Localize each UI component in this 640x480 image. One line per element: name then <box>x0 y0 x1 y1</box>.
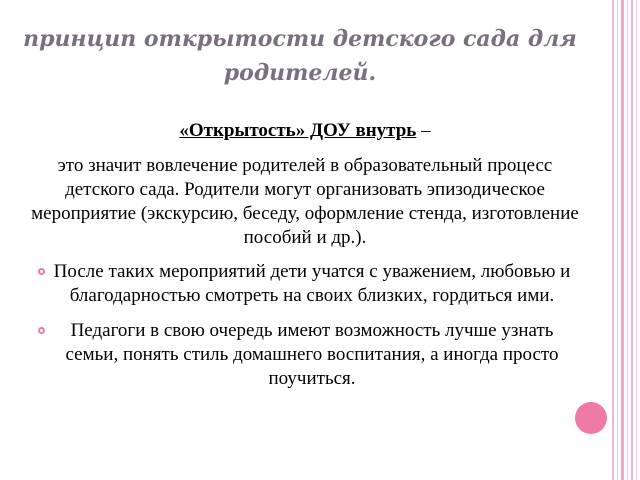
bullet-item <box>30 260 580 308</box>
bullet-text: После таких мероприятий дети учатся с уважением, любовью и благодарностью смотреть на своих близких, гордиться ими. <box>53 261 571 306</box>
decor-stripe <box>621 0 624 480</box>
decor-circle-icon <box>575 402 607 434</box>
decor-stripe <box>636 0 637 480</box>
decor-stripe <box>617 0 618 480</box>
subheading-term: «Открытость» ДОУ внутрь <box>179 120 417 141</box>
slide-title: принцип открытости детского сада для родителей. <box>23 26 577 86</box>
decor-stripe <box>627 0 628 480</box>
subheading-dash: – <box>416 120 431 141</box>
slide-body <box>30 118 580 402</box>
decor-stripe <box>631 0 633 480</box>
bullet-ring-icon <box>38 327 45 334</box>
bullet-text: Педагоги в свою очередь имеют возможность лучше узнать семьи, понять стиль домашнего воспитания, а иногда просто поучиться. <box>65 320 559 389</box>
bullet-ring-icon <box>38 268 45 275</box>
definition-paragraph: это значит вовлечение родителей в образовательный процесс детского сада. Родители могут организовать эпизодическое мероприятие (экскурсию, беседу, оформление стенда, изготовление пособий и др.). <box>31 155 579 248</box>
decor-stripe <box>612 0 614 480</box>
bullet-item <box>30 319 580 391</box>
subheading <box>30 118 580 144</box>
